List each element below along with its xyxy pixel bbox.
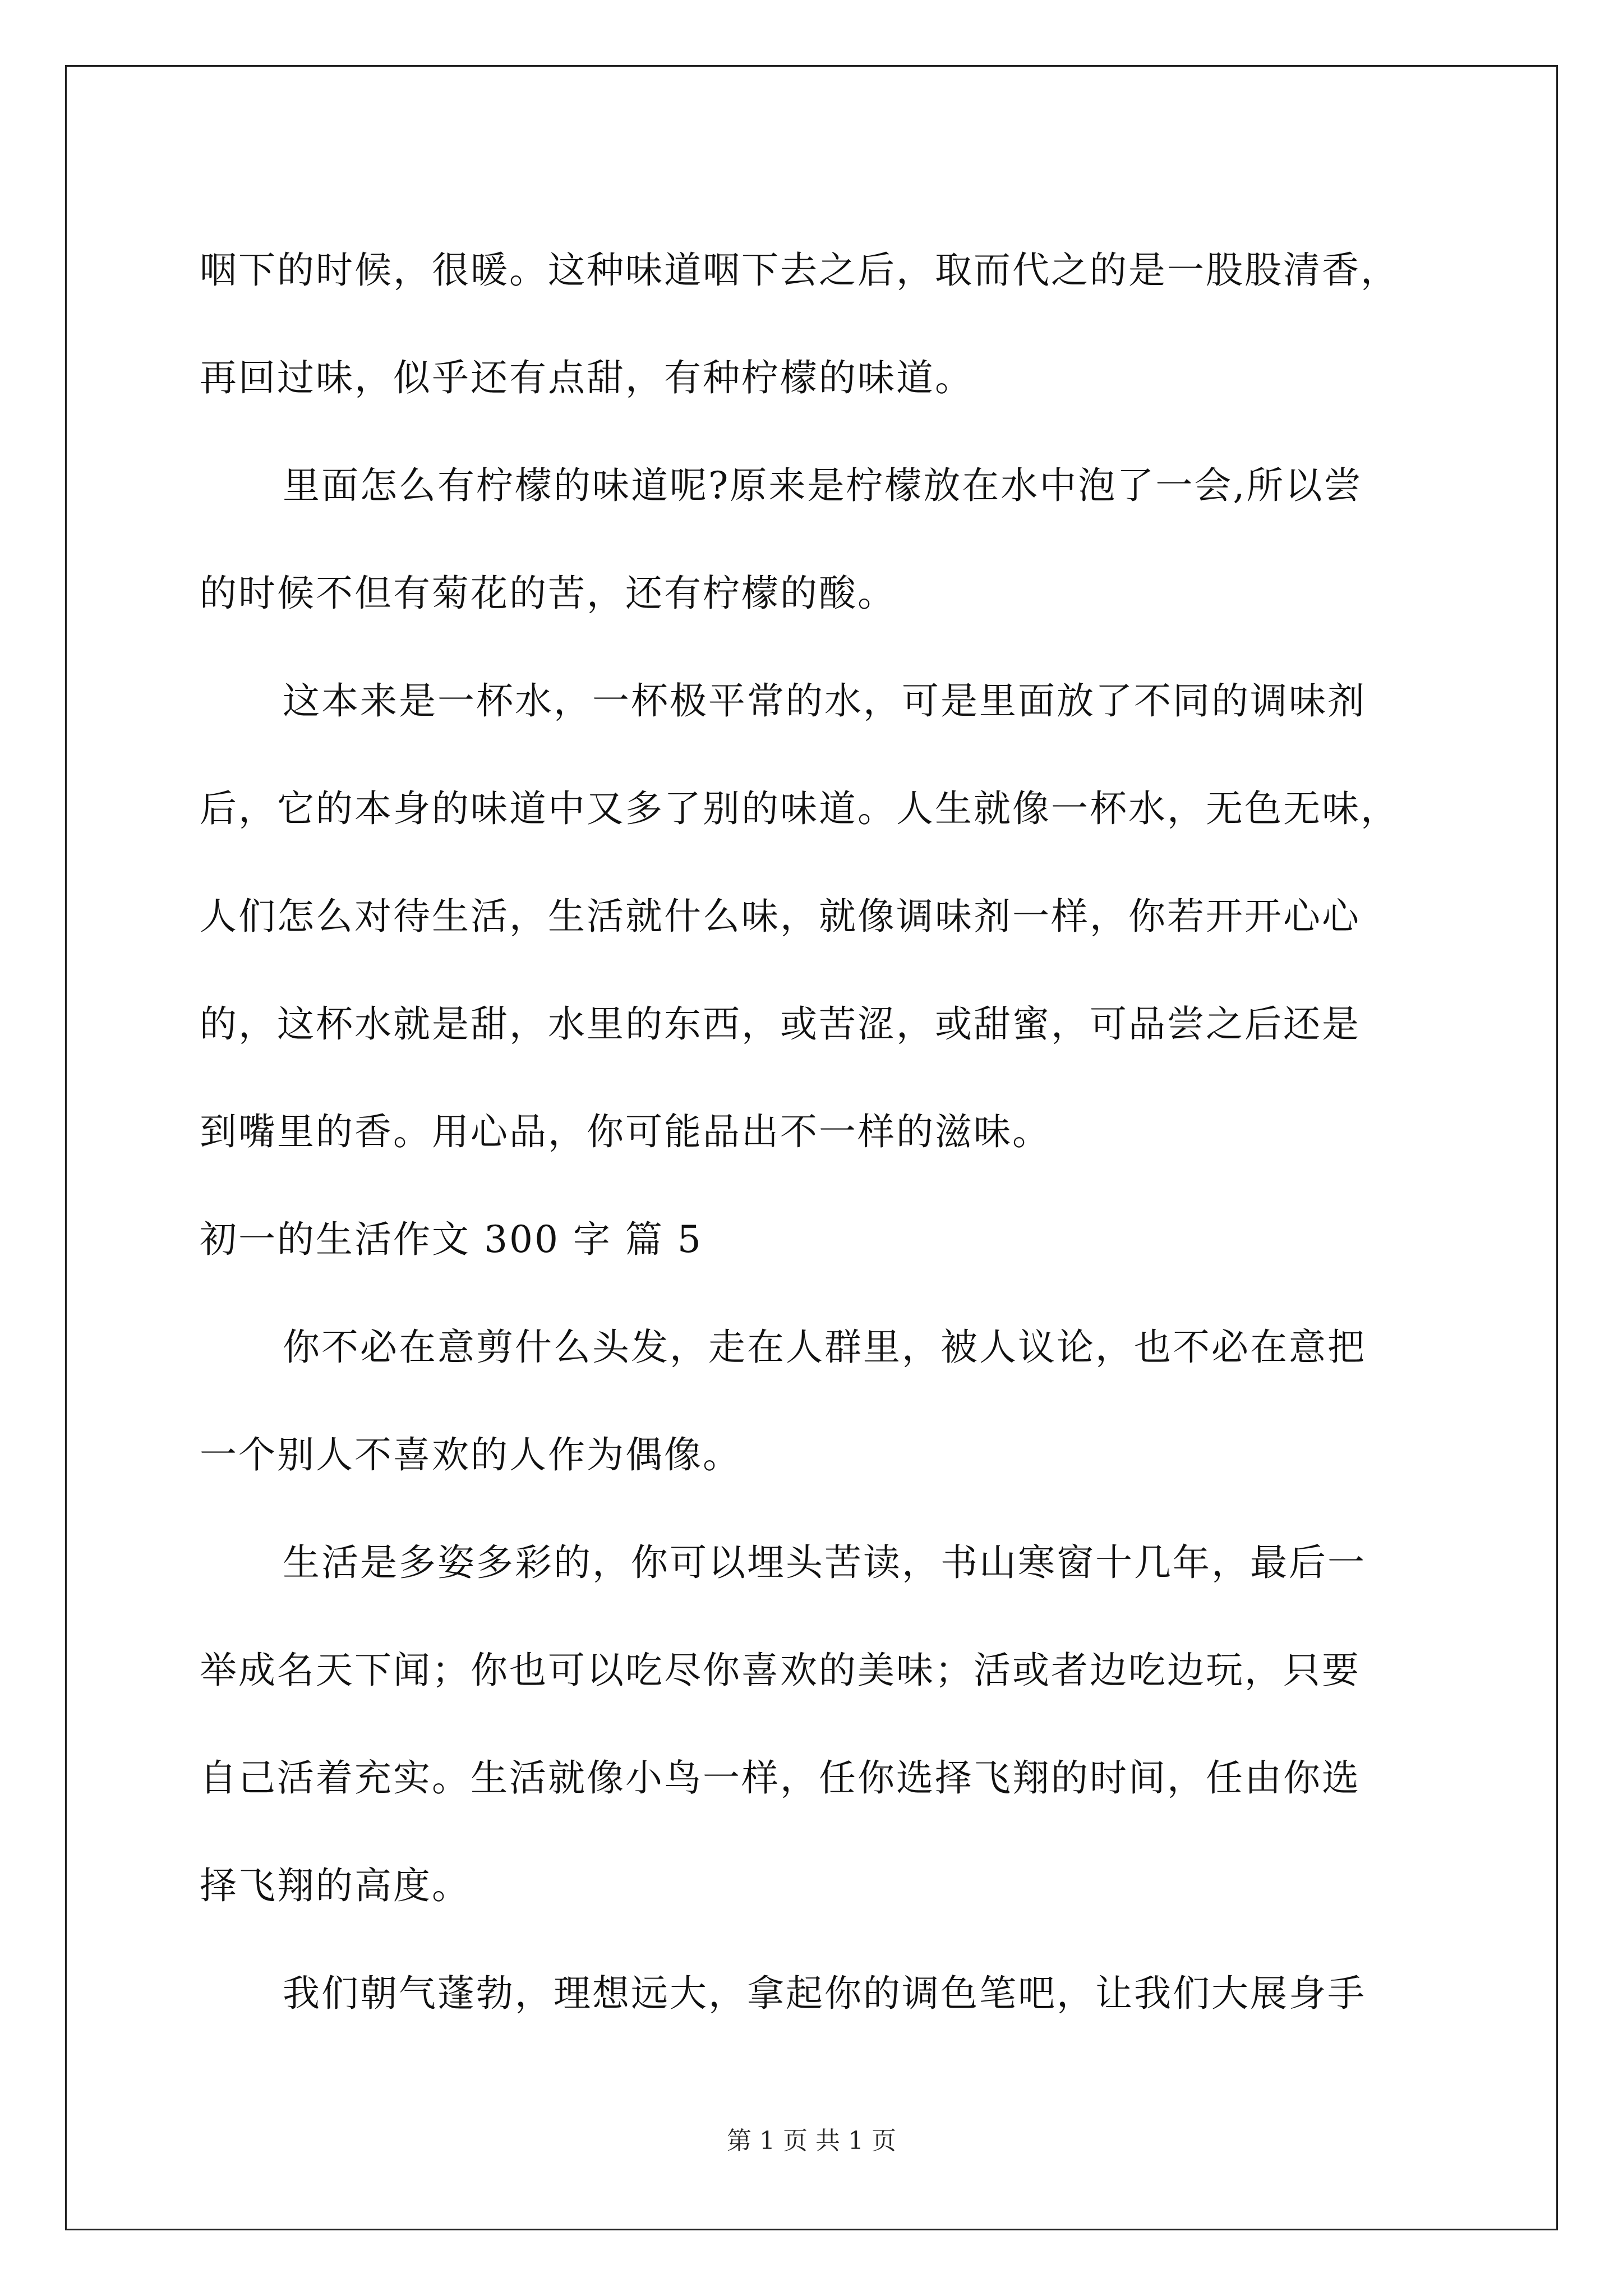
text-line: 举成名天下闻；你也可以吃尽你喜欢的美味；活或者边吃边玩，只要 <box>200 1649 1361 1692</box>
text-line: 我们朝气蓬勃，理想远大，拿起你的调色笔吧，让我们大展身手 <box>283 1972 1366 2015</box>
text-line: 择飞翔的高度。 <box>200 1864 471 1907</box>
text-line: 后，它的本身的味道中又多了别的味道。人生就像一杯水，无色无味， <box>200 787 1399 830</box>
text-line: 里面怎么有柠檬的味道呢?原来是柠檬放在水中泡了一会,所以尝 <box>283 464 1363 507</box>
text-line: 这本来是一杯水，一杯极平常的水，可是里面放了不同的调味剂 <box>283 679 1366 723</box>
text-line: 自己活着充实。生活就像小鸟一样，任你选择飞翔的时间，任由你选 <box>200 1756 1361 1800</box>
text-line: 咽下的时候，很暖。这种味道咽下去之后，取而代之的是一股股清香， <box>200 249 1399 292</box>
text-line: 到嘴里的香。用心品，你可能品出不一样的滋味。 <box>200 1110 1051 1153</box>
text-line: 的时候不但有菊花的苦，还有柠檬的酸。 <box>200 572 896 615</box>
text-line: 你不必在意剪什么头发，走在人群里，被人议论，也不必在意把 <box>283 1326 1366 1369</box>
page-footer: 第 1 页 共 1 页 <box>727 2127 896 2155</box>
text-line: 人们怎么对待生活，生活就什么味，就像调味剂一样，你若开开心心 <box>200 895 1361 938</box>
text-line: 生活是多姿多彩的，你可以埋头苦读，书山寒窗十几年，最后一 <box>283 1541 1366 1584</box>
section-heading: 初一的生活作文 300 字 篇 5 <box>200 1218 703 1261</box>
text-line: 的，这杯水就是甜，水里的东西，或苦涩，或甜蜜，可品尝之后还是 <box>200 1002 1361 1046</box>
text-line: 再回过味，似乎还有点甜，有种柠檬的味道。 <box>200 356 974 399</box>
document-body <box>200 217 1427 2047</box>
text-line: 一个别人不喜欢的人作为偶像。 <box>200 1433 741 1476</box>
